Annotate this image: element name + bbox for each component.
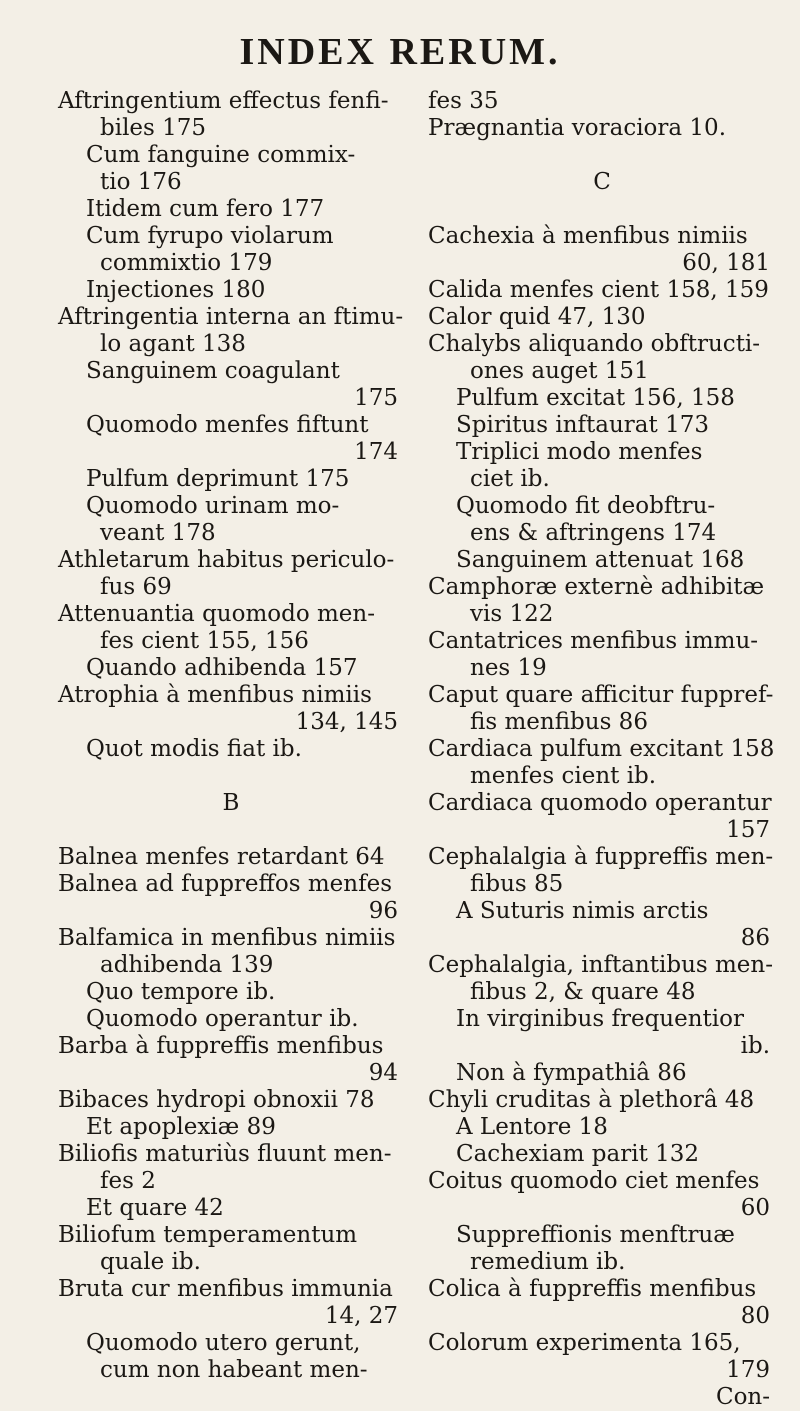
line-spacer (428, 196, 776, 223)
index-column-right (428, 88, 776, 1411)
index-line: fis menfibus 86 (470, 709, 648, 735)
index-line: fes cient 155, 156 (100, 628, 309, 654)
index-line: Quomodo menfes fiftunt (86, 412, 369, 438)
index-line: Camphoræ externè adhibitæ (428, 574, 765, 600)
index-line: veant 178 (100, 520, 216, 546)
index-line: fibus 85 (470, 871, 564, 897)
index-line: A Lentore 18 (456, 1114, 608, 1140)
index-line: remedium ib. (470, 1249, 626, 1275)
section-letter: B (222, 790, 240, 816)
index-line: Coitus quomodo ciet menfes (428, 1168, 760, 1194)
index-line: tio 176 (100, 169, 182, 195)
index-line: Barba à fuppreffis menfibus (58, 1033, 384, 1059)
index-line: Et quare 42 (86, 1195, 224, 1221)
index-line: 86 (740, 925, 770, 951)
index-line: Bruta cur menfibus immunia (58, 1276, 393, 1302)
index-line: Et apoplexiæ 89 (86, 1114, 276, 1140)
index-line: lo agant 138 (100, 331, 246, 357)
index-line: 60, 181 (682, 250, 770, 276)
index-line: Attenuantia quomodo men- (58, 601, 376, 627)
index-line: Bibaces hydropi obnoxii 78 (58, 1087, 375, 1113)
index-line: Cachexiam parit 132 (456, 1141, 700, 1167)
index-line: Quo tempore ib. (86, 979, 276, 1005)
index-line: A Suturis nimis arctis (456, 898, 709, 924)
index-line: Aftringentium effectus fenfi- (58, 88, 389, 114)
page-title: INDEX RERUM. (239, 31, 561, 73)
index-line: 134, 145 (295, 709, 398, 735)
index-line: Cardiaca quomodo operantur (428, 790, 772, 816)
index-line: Cantatrices menfibus immu- (428, 628, 759, 654)
index-line: Pulfum excitat 156, 158 (456, 385, 735, 411)
index-line: Cardiaca pulfum excitant 158 (428, 736, 775, 762)
index-line: 60 (740, 1195, 770, 1221)
index-line: cum non habeant men- (100, 1357, 368, 1383)
index-line: Cachexia à menfibus nimiis (428, 223, 748, 249)
index-line: nes 19 (470, 655, 547, 681)
index-line: quale ib. (100, 1249, 201, 1275)
index-line: Aftringentia interna an ftimu- (58, 304, 404, 330)
index-line: Prægnantia voraciora 10. (428, 115, 727, 141)
index-line: Calida menfes cient 158, 159 (428, 277, 769, 303)
index-line: fus 69 (100, 574, 172, 600)
index-line: 96 (368, 898, 398, 924)
index-line: Biliofum temperamentum (58, 1222, 358, 1248)
index-line: Quomodo utero gerunt, (86, 1330, 361, 1356)
index-line: In virginibus frequentior (456, 1006, 744, 1032)
index-line: Spiritus inftaurat 173 (456, 412, 709, 438)
index-line: Sanguinem coagulant (86, 358, 340, 384)
index-line: Sanguinem attenuat 168 (456, 547, 745, 573)
index-line: biles 175 (100, 115, 207, 141)
index-line: 175 (354, 385, 398, 411)
index-line: fes 2 (100, 1168, 156, 1194)
index-line: 174 (354, 439, 398, 465)
section-letter: C (593, 169, 611, 195)
index-line: ones auget 151 (470, 358, 649, 384)
index-line: ib. (740, 1033, 770, 1059)
index-line: Non à fympathiâ 86 (456, 1060, 687, 1086)
line-spacer (58, 817, 404, 844)
index-line: Colica à fuppreffis menfibus (428, 1276, 757, 1302)
index-line: Pulfum deprimunt 175 (86, 466, 350, 492)
index-line: 157 (726, 817, 770, 843)
index-line: ciet ib. (470, 466, 550, 492)
catchword: Con- (715, 1384, 770, 1410)
index-line: Quomodo fit deobftru- (456, 493, 716, 519)
index-line: adhibenda 139 (100, 952, 274, 978)
index-line: 80 (740, 1303, 770, 1329)
index-line: Chyli cruditas à plethorâ 48 (428, 1087, 755, 1113)
index-line: Balnea ad fuppreffos menfes (58, 871, 393, 897)
index-line: Cephalalgia, inftantibus men- (428, 952, 773, 978)
index-line: Atrophia à menfibus nimiis (58, 682, 372, 708)
index-line: vis 122 (470, 601, 554, 627)
index-line: 94 (368, 1060, 398, 1086)
index-line: Triplici modo menfes (456, 439, 703, 465)
line-spacer (428, 142, 776, 169)
line-spacer (58, 763, 404, 790)
index-line: 14, 27 (324, 1303, 398, 1329)
index-line: Biliofis maturiùs fluunt men- (58, 1141, 392, 1167)
index-line: Athletarum habitus periculo- (58, 547, 395, 573)
index-line: Quomodo operantur ib. (86, 1006, 359, 1032)
index-line: Balfamica in menfibus nimiis (58, 925, 396, 951)
index-line: commixtio 179 (100, 250, 273, 276)
index-line: fibus 2, & quare 48 (470, 979, 696, 1005)
index-line: Balnea menfes retardant 64 (58, 844, 385, 870)
index-line: Itidem cum fero 177 (86, 196, 325, 222)
index-line: Quomodo urinam mo- (86, 493, 340, 519)
index-line: Cephalalgia à fuppreffis men- (428, 844, 774, 870)
index-column-left (58, 88, 404, 1384)
index-line: ens & aftringens 174 (470, 520, 717, 546)
index-line: Suppreffionis menftruæ (456, 1222, 735, 1248)
index-line: Quando adhibenda 157 (86, 655, 358, 681)
index-line: Caput quare afficitur fuppref- (428, 682, 774, 708)
index-line: Calor quid 47, 130 (428, 304, 646, 330)
index-line: Colorum experimenta 165, (428, 1330, 741, 1356)
index-line: Cum fanguine commix- (86, 142, 356, 168)
index-line: Quot modis fiat ib. (86, 736, 302, 762)
index-line: Chalybs aliquando obftructi- (428, 331, 761, 357)
index-line: Injectiones 180 (86, 277, 266, 303)
index-line: 179 (726, 1357, 770, 1383)
index-line: menfes cient ib. (470, 763, 657, 789)
index-line: fes 35 (428, 88, 499, 114)
index-line: Cum fyrupo violarum (86, 223, 334, 249)
